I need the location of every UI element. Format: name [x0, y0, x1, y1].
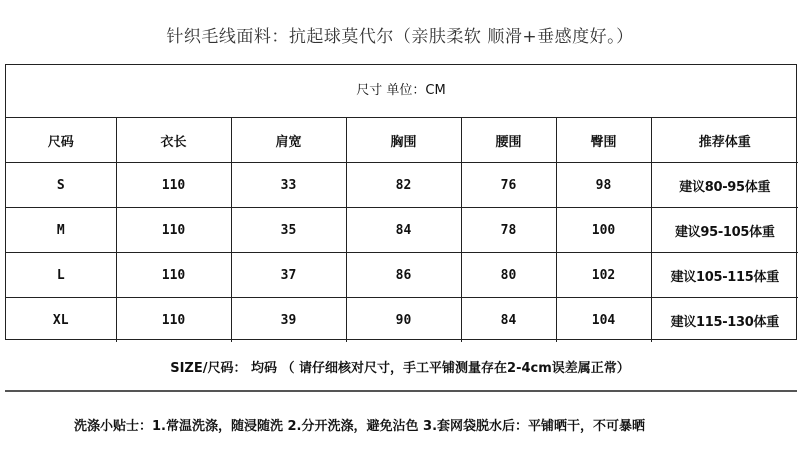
cell-hip: 104 [556, 298, 651, 343]
cell-weight: 建议105-115体重 [651, 253, 798, 298]
cell-weight: 建议95-105体重 [651, 208, 798, 253]
cell-length: 110 [116, 298, 231, 343]
cell-length: 110 [116, 253, 231, 298]
fabric-description: 针织毛线面料：抗起球莫代尔（亲肤柔软 顺滑+垂感度好。） [166, 27, 634, 47]
header-shoulder: 肩宽 [231, 118, 346, 163]
cell-weight: 建议80-95体重 [651, 163, 798, 208]
cell-waist: 80 [461, 253, 556, 298]
unit-label: 尺寸 单位：CM [6, 65, 796, 118]
cell-size: S [6, 163, 116, 208]
table-header-row [6, 118, 798, 163]
cell-shoulder: 33 [231, 163, 346, 208]
table-row [6, 163, 798, 208]
cell-hip: 98 [556, 163, 651, 208]
size-note: SIZE/尺码： 均码 （ 请仔细核对尺寸，手工平铺测量存在2-4cm误差属正常） [170, 361, 630, 376]
size-chart [5, 64, 797, 340]
cell-hip: 102 [556, 253, 651, 298]
washing-tips: 洗涤小贴士：1.常温洗涤，随浸随洗 2.分开洗涤，避免沾色 3.套网袋脱水后：平铺晒干，不可暴晒 [74, 419, 646, 434]
cell-chest: 86 [346, 253, 461, 298]
cell-waist: 76 [461, 163, 556, 208]
cell-hip: 100 [556, 208, 651, 253]
cell-chest: 90 [346, 298, 461, 343]
cell-size: L [6, 253, 116, 298]
cell-shoulder: 35 [231, 208, 346, 253]
cell-length: 110 [116, 163, 231, 208]
size-table [6, 118, 798, 342]
header-chest: 胸围 [346, 118, 461, 163]
cell-waist: 78 [461, 208, 556, 253]
cell-weight: 建议115-130体重 [651, 298, 798, 343]
table-row [6, 208, 798, 253]
header-size: 尺码 [6, 118, 116, 163]
header-hip: 臀围 [556, 118, 651, 163]
cell-chest: 82 [346, 163, 461, 208]
cell-chest: 84 [346, 208, 461, 253]
header-length: 衣长 [116, 118, 231, 163]
cell-shoulder: 39 [231, 298, 346, 343]
cell-size: XL [6, 298, 116, 343]
header-waist: 腰围 [461, 118, 556, 163]
header-weight: 推荐体重 [651, 118, 798, 163]
divider [5, 390, 797, 392]
table-row [6, 298, 798, 343]
cell-size: M [6, 208, 116, 253]
table-row [6, 253, 798, 298]
cell-shoulder: 37 [231, 253, 346, 298]
cell-length: 110 [116, 208, 231, 253]
cell-waist: 84 [461, 298, 556, 343]
